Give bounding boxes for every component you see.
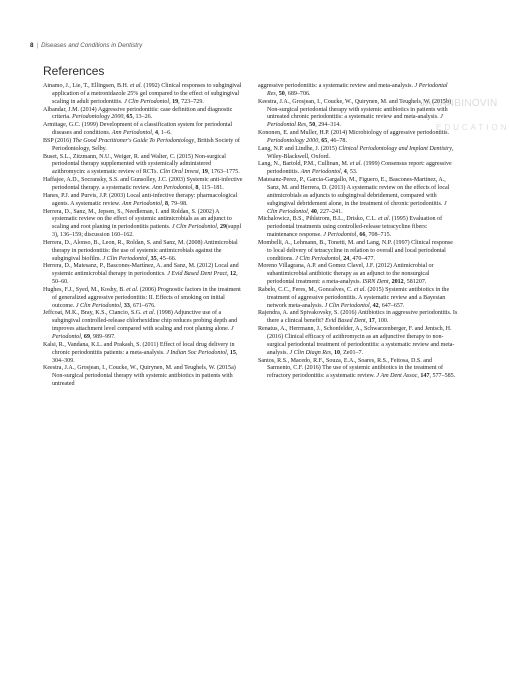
reference-entry: Matesanz-Perez, P., Garcia-Gargallo, M., Figuero, E., Bascones-Martinez, A., Sanz, M. and Herrera, D. (2013) A systematic review on the effects of local antimicrobials as adjuncts to subgingival debridement, compared with subgingival debridement alone, in the treatment of chronic periodontitis. J Clin Periodontol, 40, 227–241. [258,177,450,215]
reference-entry: Hanes, P.J. and Purvis, J.P. (2003) Local anti-infective therapy: pharmacological agents. A systematic review. Ann Periodontol, 8, 79–98. [43,192,238,207]
reference-entry: Rabelo, C.C., Feres, M., Goncalves, C. et al. (2015) Systemic antibiotics in the treatment of aggressive periodontitis. A systematic review and a Bayesian network meta-analysis. J Clin Periodontol, 42, 647–657. [258,286,450,309]
reference-entry: Keestra, J.A., Grosjean, I., Coucke, W., Quirynen, M. and Teughels, W. (2015b) Non-surgical periodontal therapy with systemic antibiotics in patients with untreated chronic periodontitis: a systematic review and meta-analysis. J Periodontal Res, 50, 294–314. [258,98,452,129]
reference-entry: Herrera, D., Sanz, M., Jepsen, S., Needleman, I. and Roldan, S. (2002) A systematic review on the effect of systemic antimicrobials as an adjunct to scaling and root planing in periodontitis patients. J Clin Periodontol, 29(suppl 3), 136–159; discussion 160–162. [43,208,242,239]
reference-entry: Ainamo, J., Lie, T., Ellingsen, B.H. et al. (1992) Clinical responses to subgingival application of a metronidazole 25% gel compared to the effect of subgingival scaling in adult periodontitis. J Clin Periodontol, 19, 723–729. [43,83,242,105]
reference-entry: Santos, R.S., Macedo, R.F., Souza, E.A., Soares, R.S., Feitosa, D.S. and Sarmento, C.F. (2016) The use of systemic antibiotics in the treatment of refractory periodontitis: a systematic review. J Am Dent Assoc, 147, 577–585. [258,357,456,380]
reference-entry: Moreno Villagrana, A.P. and Gomez Clavel, J.F. (2012) Antimicrobial or subantimicrobial antibiotic therapy as an adjunct to the nonsurgical periodontal treatment: a meta-analysis. ISRN Dent, 2012, 581207. [258,263,434,286]
reference-entry: Herrera, D., Matesanz, P., Bascones-Martínez, A. and Sanz, M. (2012) Local and systemic antimicrobial therapy in periodontics. J Evid Based Dent Pract, 12, 50–60. [43,263,239,286]
reference-entry: Albandar, J.M. (2014) Aggressive periodontitis: case definition and diagnostic criteria. Periodontology 2000, 65, 13–26. [43,106,233,121]
reference-entry: Armitage, G.C. (1999) Development of a classification system for periodontal diseases and conditions. Ann Periodontol, 4, 1–6. [43,122,233,137]
reference-entry: Michalowicz, B.S., Pihlstrom, B.L., Drisko, C.L. et al. (1995) Evaluation of periodontal treatments using controlled-release tetracycline fibers: maintenance response. J Periodontol, 66, 708–715. [258,216,443,239]
watermark-text: JAHANBINOVIN [420,98,498,109]
reference-entry: Keestra, J.A., Grosjean, I., Coucke, W., Quirynen, M. and Teughels, W. (2015a) Non-surgical periodontal therapy with systemic antibiotics in patients with untreated [43,365,236,388]
reference-entry: Herrera, D., Alonso, B., Leon, R., Roldan, S. and Sanz, M. (2008) Antimicrobial therapy in periodontitis: the use of systemic antimicrobials against the subgingival biofilm. J Clin Periodontol, 35, 45–66. [43,239,238,262]
reference-entry: Mombelli, A., Lehmann, B., Tonetti, M. and Lang, N.P. (1997) Clinical response to local delivery of tetracycline in relation to overall and local periodontal conditions. J Clin Periodontol, 24, 470–477. [258,239,453,262]
reference-entry: Lang, N.P. and Lindhe, J. (2015) Clinical Periodontology and Implant Dentistry, Wiley-Blackwell, Oxford. [258,145,454,160]
watermark-logo [410,93,510,141]
reference-entry: Kononen, E. and Muller, H.P. (2014) Microbiology of aggressive periodontitis. Periodontology 2000, 65, 46–78. [258,130,450,144]
references-left-column [43,83,243,389]
page-number: 8 [30,42,34,49]
running-title: Diseases and Conditions in Dentistry [41,42,143,49]
watermark-subtext: EDUCATION [436,123,510,132]
reference-entry: Kalsi, R., Vandana, K.L. and Prakash, S. (2011) Effect of local drug delivery in chronic periodontitis patients: a meta-analysis. J Indian Soc Periodontol, 15, 304–309. [43,341,238,364]
reference-entry: Renatus, A., Herrmann, J., Schonfelder, A., Schwarzenberger, F. and Jentsch, H. (2016) Clinical efficacy of azithromycin as an adjunctive therapy to non-surgical periodontal treatment of periodontitis: a systematic review and meta-analysis. J Clin Diagn Res, 10, Ze01–7. [258,326,455,356]
reference-entry: Lang, N., Bartold, P.M., Cullinan, M. et al. (1999) Consensus report: aggressive periodontitis. Ann Periodontol, 4, 53. [258,161,452,176]
reference-entry: Rajendra, A. and Spivakovsky, S. (2016) Antibiotics in aggressive periodontitis. Is there a clinical benefit? Evid Based Dent, 17, 100. [258,310,458,325]
reference-entry: aggressive periodontitis: a systematic review and meta-analysis. J Periodontal Res, 50, 689–706. [258,83,448,97]
reference-entry: BSP (2016) The Good Practitioner's Guide To Periodontology, British Society of Periodontology, Selby. [43,137,240,152]
header-separator: | [36,42,39,49]
reference-entry: Buset, S.L., Zitzmann, N.U., Weiger, R. and Walter, C. (2015) Non-surgical periodontal therapy supplemented with systemically administered azithromycin: a systematic review of RCTs. Clin Oral Invest, 19, 1763–1775. [43,153,240,176]
reference-entry: Hughes, F.J., Syed, M., Koshy, B. et al. (2006) Prognostic factors in the treatment of generalized aggressive periodontitis: II. Effects of smoking on initial outcome. J Clin Periodontol, 33, 671–676. [43,286,241,309]
reference-entry: Jeffcoat, M.K., Bray, K.S., Ciancio, S.G. et al. (1998) Adjunctive use of a subgingival controlled-release chlorhexidine chip reduces probing depth and improves attachment level compared with scaling and root planing alone. J Periodontol, 69, 989–997. [43,310,238,340]
section-title: References [43,64,105,78]
running-header [30,42,142,49]
reference-entry: Haffajee, A.D., Socransky, S.S. and Gunsolley, J.C. (2003) Systemic anti-infective periodontal therapy. a systematic review. Ann Periodontol, 8, 115–181. [43,177,243,191]
